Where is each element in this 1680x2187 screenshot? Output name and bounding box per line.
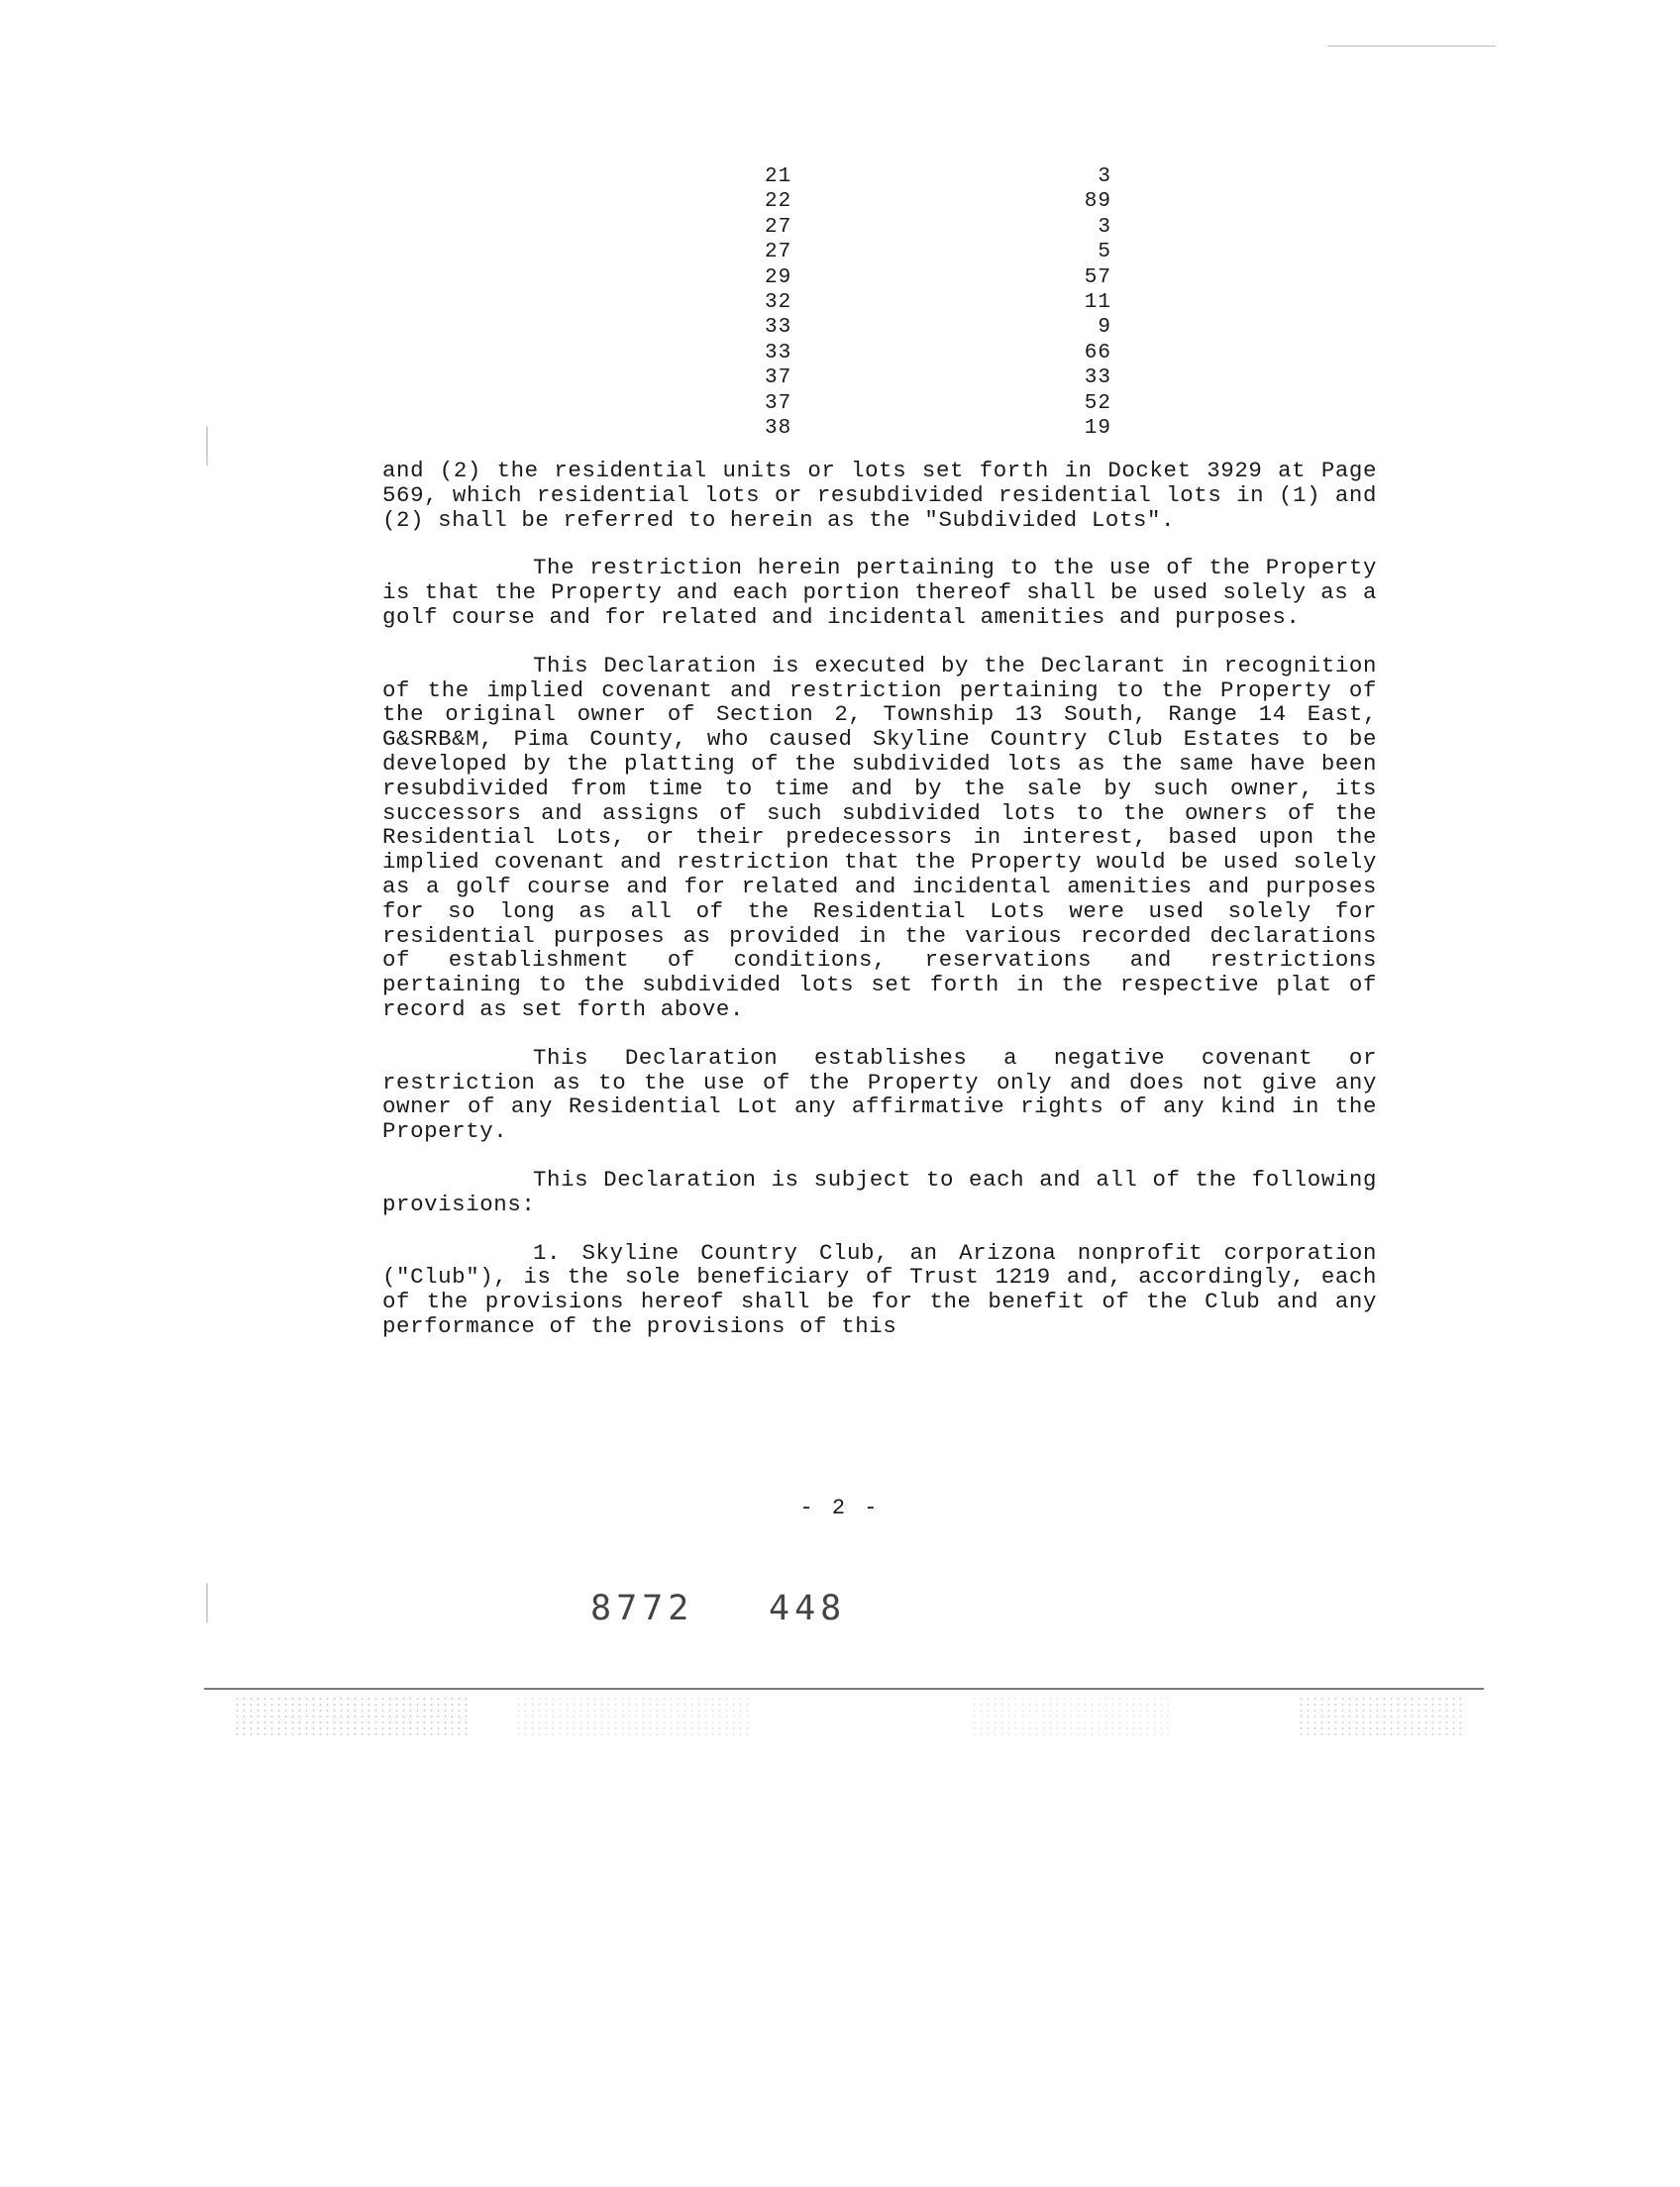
lot-table bbox=[765, 164, 1111, 441]
lot-table-cell-b: 3 bbox=[1098, 165, 1111, 188]
lot-table-cell-a: 27 bbox=[765, 215, 792, 239]
lot-table-cell-b: 66 bbox=[1084, 341, 1111, 364]
lot-table-cell-b: 89 bbox=[1084, 190, 1111, 214]
lot-table-cell-b: 57 bbox=[1084, 265, 1111, 289]
paragraph: This Declaration is executed by the Declarant in recognition of the implied covenant and restriction pertaining to the Property of the original owner of Section 2, Township 13 South, Range 14 East, G&SRB&M, Pima County, who caused Skyline Country Club Estates to be developed by the platting of the subdivided lots as the same have been resubdivided from time to time and by the sale by such owner, its successors and assigns of such subdivided lots to the owners of the Residential Lots, or their predecessors in interest, based upon the implied covenant and restriction that the Property would be used solely as a golf course and for related and incidental amenities and purposes for so long as all of the Residential Lots were used solely for residential purposes as provided in the various recorded declarations of establishment of conditions, reservations and restrictions pertaining to the subdivided lots set forth in the respective plat of record as set forth above. bbox=[382, 652, 1377, 1022]
paragraph: The restriction herein pertaining to the use of the Property is that the Property and each portion thereof shall be used solely as a golf course and for related and incidental amenities and purposes. bbox=[382, 555, 1377, 630]
bottom-rule bbox=[204, 1688, 1484, 1690]
paragraph: This Declaration establishes a negative covenant or restriction as to the use of the Property only and does not give any owner of any Residential Lot any affirmative rights of any kind in the Property. bbox=[382, 1044, 1377, 1145]
lot-table-cell-a: 33 bbox=[765, 316, 792, 340]
paragraph: and (2) the residential units or lots set forth in Docket 3929 at Page 569, which residential lots or resubdivided residential lots in (1) and (2) shall be referred to herein as the "Subdivided Lots". bbox=[382, 458, 1377, 533]
lot-table-row bbox=[765, 164, 1111, 189]
lot-table-row bbox=[765, 391, 1111, 416]
lot-table-cell-a: 37 bbox=[765, 391, 792, 415]
lot-table-row bbox=[765, 290, 1111, 315]
lot-table-cell-b: 33 bbox=[1084, 366, 1111, 390]
lot-table-row bbox=[765, 215, 1111, 240]
lot-table-row bbox=[765, 240, 1111, 264]
recording-stamp-page: 448 bbox=[769, 1589, 847, 1628]
lot-table-row bbox=[765, 365, 1111, 390]
lot-table-cell-b: 52 bbox=[1084, 391, 1111, 415]
lot-table-cell-a: 22 bbox=[765, 190, 792, 214]
lot-table-cell-a: 32 bbox=[765, 290, 792, 314]
paragraph: 1. Skyline Country Club, an Arizona nonprofit corporation ("Club"), is the sole beneficiary of Trust 1219 and, accordingly, each of the provisions hereof shall be for the benefit of the Club and any performance of the provisions of this bbox=[382, 1239, 1377, 1339]
lot-table-row bbox=[765, 265, 1111, 290]
recording-stamp-docket: 8772 bbox=[590, 1589, 694, 1628]
lot-table-row bbox=[765, 341, 1111, 365]
lot-table-cell-a: 29 bbox=[765, 265, 792, 289]
lot-table-cell-a: 37 bbox=[765, 366, 792, 390]
lot-table-cell-b: 19 bbox=[1084, 416, 1111, 440]
scan-noise bbox=[234, 1696, 472, 1739]
lot-table-cell-b: 3 bbox=[1098, 215, 1111, 239]
lot-table-cell-b: 11 bbox=[1084, 290, 1111, 314]
paragraph: This Declaration is subject to each and all of the following provisions: bbox=[382, 1166, 1377, 1217]
scan-margin-mark bbox=[206, 1583, 208, 1622]
lot-table-cell-b: 9 bbox=[1098, 316, 1111, 340]
lot-table-row bbox=[765, 416, 1111, 441]
body-text bbox=[382, 459, 1377, 1363]
lot-table-cell-a: 33 bbox=[765, 341, 792, 364]
scan-noise bbox=[971, 1696, 1169, 1739]
lot-table-cell-a: 27 bbox=[765, 241, 792, 264]
lot-table-cell-a: 38 bbox=[765, 416, 792, 440]
scan-noise bbox=[1298, 1696, 1466, 1739]
lot-table-row bbox=[765, 315, 1111, 340]
scan-noise bbox=[515, 1696, 753, 1739]
scan-artifact-line bbox=[1327, 46, 1496, 47]
lot-table-cell-b: 5 bbox=[1098, 241, 1111, 264]
page-number: - 2 - bbox=[799, 1496, 881, 1520]
scan-margin-mark bbox=[206, 426, 208, 466]
lot-table-cell-a: 21 bbox=[765, 165, 792, 188]
lot-table-row bbox=[765, 189, 1111, 214]
